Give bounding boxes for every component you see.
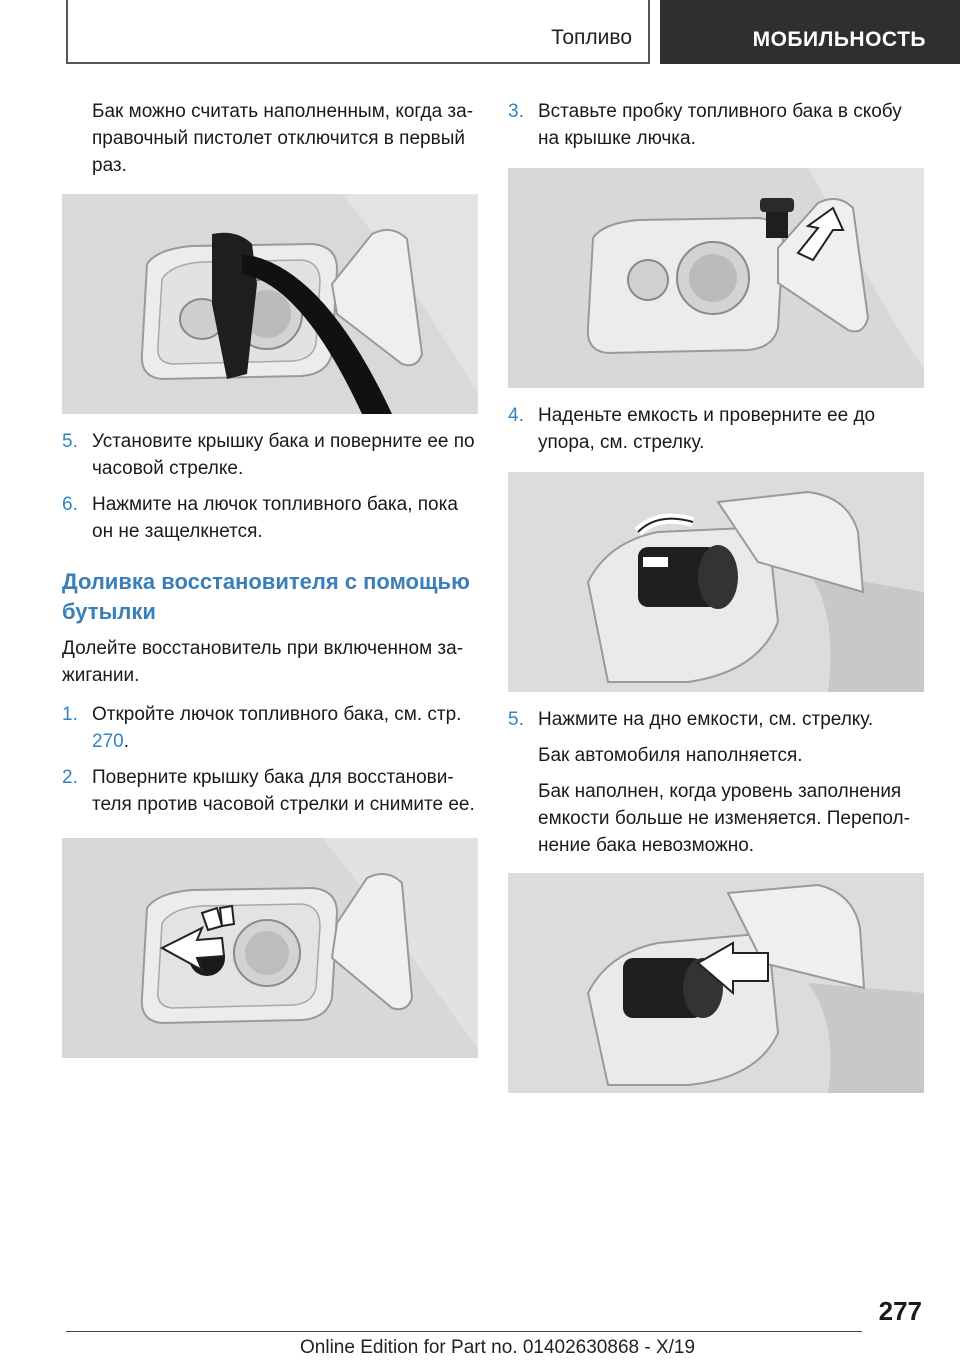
left-column xyxy=(62,98,478,1058)
footer-divider xyxy=(66,1331,862,1332)
footer-edition: Online Edition for Part no. 01402630868 - X/19 xyxy=(300,1337,696,1358)
step-text: Установите крышку бака и поверните ее по часовой стрелке. xyxy=(92,431,475,479)
step-number: 5. xyxy=(62,431,78,452)
step-text: Поверните крышку бака для восстановителя против часовой стрелки и снимите ее. xyxy=(92,767,475,815)
step-1-open-flap xyxy=(62,701,478,755)
section-title: Топливо xyxy=(551,26,632,49)
step-number: 1. xyxy=(62,704,78,725)
step-3-insert-cap xyxy=(508,98,924,152)
note-full: Бак наполнен, когда уровень заполнения емкости больше не изменяется. Переполнение бака невозможно. xyxy=(538,781,910,856)
header-section-tab xyxy=(66,0,650,64)
chapter-title: МОБИЛЬНОСТЬ xyxy=(752,28,926,51)
step-5-press-bottom xyxy=(508,706,924,733)
step-2-remove-cap xyxy=(62,764,478,818)
step-text: Нажмите на лючок топливного бака, пока он не защелкнется. xyxy=(92,494,458,542)
right-column xyxy=(508,98,924,1093)
page-reference-link[interactable]: 270 xyxy=(92,731,124,752)
step-4-attach-container xyxy=(508,402,924,456)
step-5-install-cap xyxy=(62,428,478,482)
step-text: Наденьте емкость и проверните ее до упора, см. стрелку. xyxy=(538,405,876,453)
step-number: 4. xyxy=(508,405,524,426)
step-text: Откройте лючок топливного бака, см. стр. 270. xyxy=(92,704,462,752)
step-number: 6. xyxy=(62,494,78,515)
step-number: 3. xyxy=(508,101,524,122)
section-heading: Доливка восстановителя с помощью бутылки xyxy=(62,569,470,624)
figure-press-container xyxy=(508,873,924,1093)
step-number: 2. xyxy=(62,767,78,788)
intro-paragraph: Бак можно считать наполненным, когда заправочный пистолет отключится в первый раз. xyxy=(92,101,474,176)
note-filling: Бак автомобиля наполняется. xyxy=(538,745,803,766)
page-number: 277 xyxy=(878,1296,922,1326)
figure-remove-cap xyxy=(62,838,478,1058)
step-text: Вставьте пробку топливного бака в скобу на крышке лючка. xyxy=(538,101,902,149)
step-number: 5. xyxy=(508,709,524,730)
figure-attach-container xyxy=(508,472,924,692)
heading-paragraph: Долейте восстановитель при включенном зажигании. xyxy=(62,638,464,686)
header-chapter-tab xyxy=(660,0,960,64)
step-6-close-flap xyxy=(62,491,478,545)
figure-fuel-nozzle xyxy=(62,194,478,414)
step-text: Нажмите на дно емкости, см. стрелку. xyxy=(538,709,874,730)
figure-cap-in-bracket xyxy=(508,168,924,388)
